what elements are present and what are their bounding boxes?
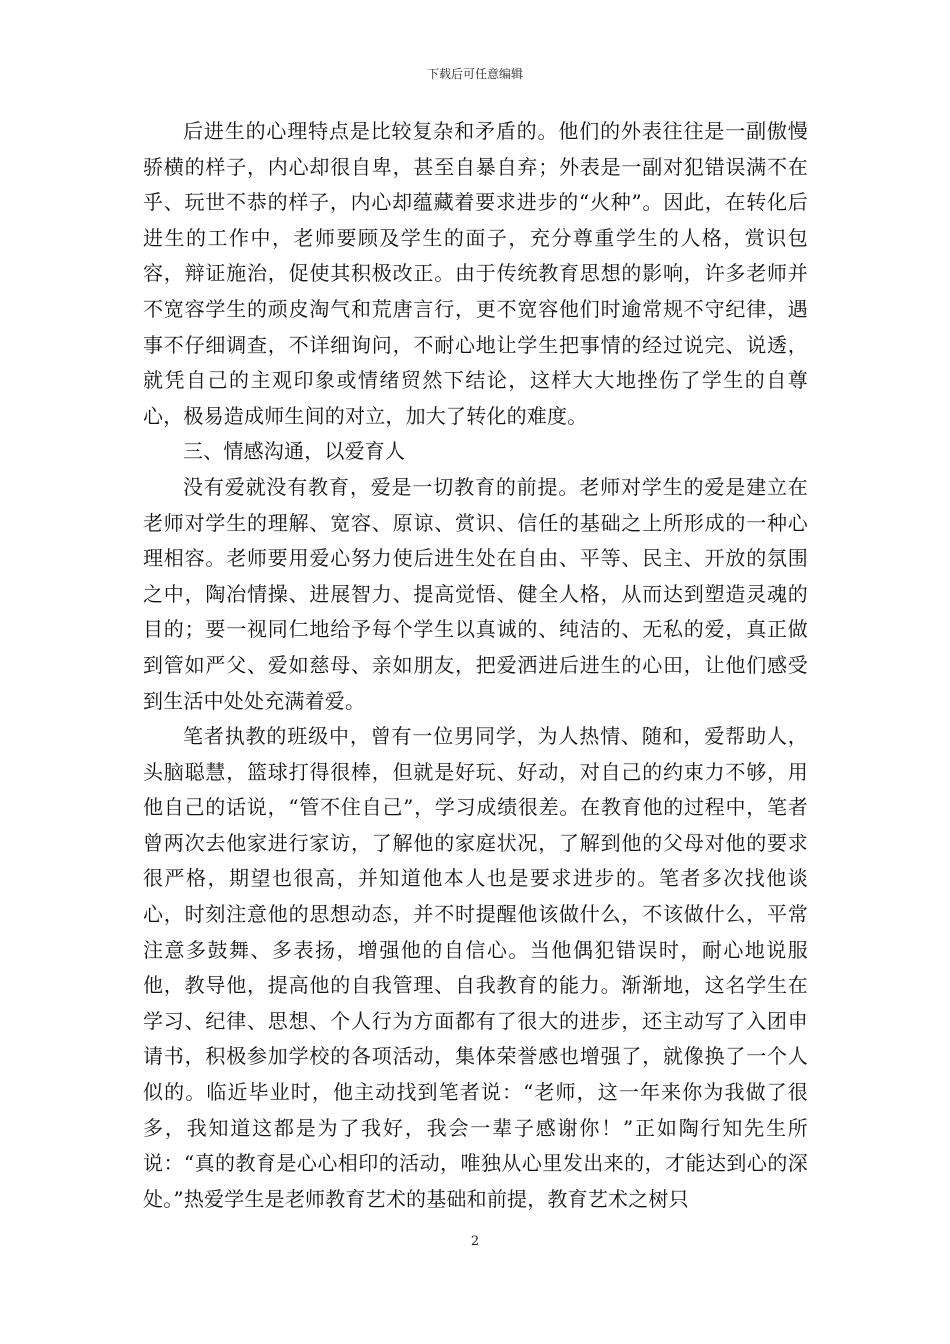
paragraph-student-case: 笔者执教的班级中，曾有一位男同学，为人热情、随和，爱帮助人，头脑聪慧，篮球打得很棒，但就是好玩、好动，对自己的约束力不够，用他自己的话说，“管不住自己”，学习成绩很差。在教育他的过程中，笔者曾两次去他家进行家访，了解他的家庭状况，了解到他的父母对他的要求很严格，期望也很高，并知道他本人也是要求进步的。笔者多次找他谈心，时刻注意他的思想动态，并不时提醒他该做什么，不该做什么，平常注意多鼓舞、多表扬，增强他的自信心。当他偶犯错误时，耐心地说服他，教导他，提高他的自我管理、自我教育的能力。渐渐地，这名学生在学习、纪律、思想、个人行为方面都有了很大的进步，还主动写了入团申请书，积极参加学校的各项活动，集体荣誉感也增强了，就像换了一个人似的。临近毕业时，他主动找到笔者说：“老师，这一年来你为我做了很多，我知道这都是为了我好，我会一辈子感谢你！”正如陶行知先生所说：“真的教育是心心相印的活动，唯独从心里发出来的，才能达到心的深处。”热爱学生是老师教育艺术的基础和前提，教育艺术之树只: [143, 724, 808, 1211]
paragraph-love-education: 没有爱就没有教育，爱是一切教育的前提。老师对学生的爱是建立在老师对学生的理解、宽容、原谅、赏识、信任的基础之上所形成的一种心理相容。老师要用爱心努力使后进生处在自由、平等、民主、开放的氛围之中，陶冶情操、进展智力、提高觉悟、健全人格，从而达到塑造灵魂的目的；要一视同仁地给予每个学生以真诚的、纯洁的、无私的爱，真正做到管如严父、爱如慈母、亲如朋友，把爱洒进后进生的心田，让他们感受到生活中处处充满着爱。: [143, 474, 808, 713]
document-body: [143, 114, 808, 1217]
page-number: 2: [470, 1234, 480, 1249]
page-header: 下载后可任意编辑: [426, 67, 523, 81]
paragraph-underachiever-psychology: 后进生的心理特点是比较复杂和矛盾的。他们的外表往往是一副傲慢骄横的样子，内心却很自卑，甚至自暴自弃；外表是一副对犯错误满不在乎、玩世不恭的样子，内心却蕴藏着要求进步的“火种”。因此，在转化后进生的工作中，老师要顾及学生的面子，充分尊重学生的人格，赏识包容，辩证施治，促使其积极改正。由于传统教育思想的影响，许多老师并不宽容学生的顽皮淘气和荒唐言行，更不宽容他们时逾常规不守纪律，遇事不仔细调查，不详细询问，不耐心地让学生把事情的经过说完、说透，就凭自己的主观印象或情绪贸然下结论，这样大大地挫伤了学生的自尊心，极易造成师生间的对立，加大了转化的难度。: [143, 119, 808, 428]
section-heading-emotional-communication: 三、情感沟通，以爱育人: [183, 439, 406, 464]
